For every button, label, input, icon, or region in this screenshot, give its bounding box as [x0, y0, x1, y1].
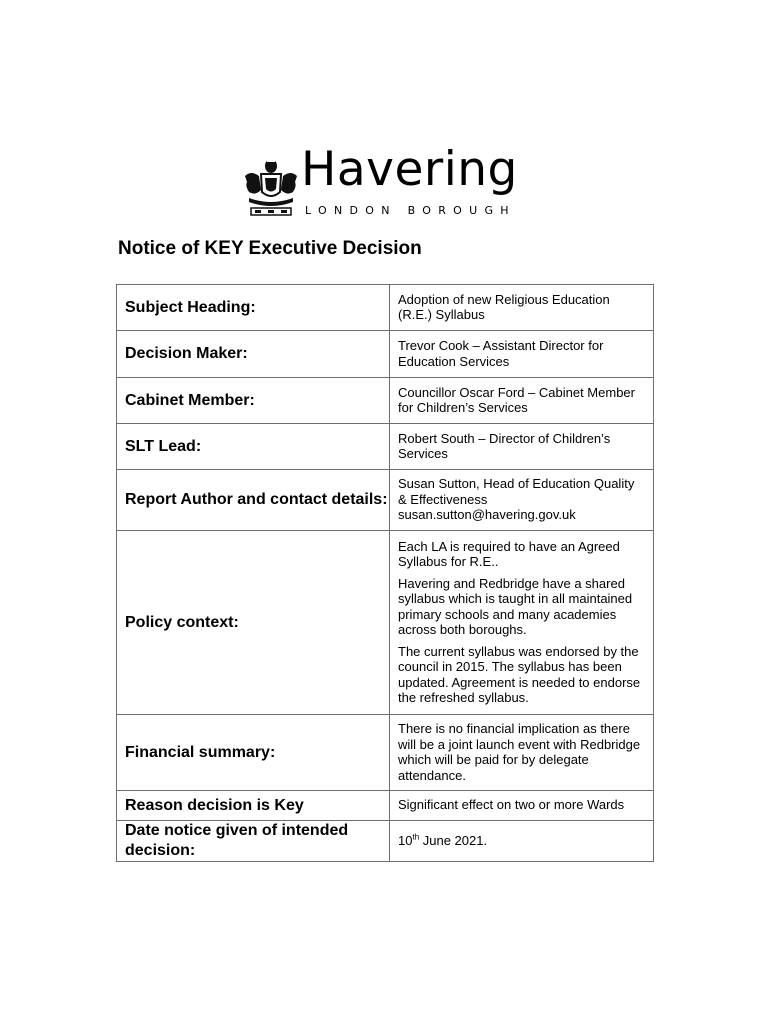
- havering-logo: [243, 142, 533, 222]
- date-notice-label: Date notice given of intended decision:: [117, 821, 390, 862]
- report-author-value: Susan Sutton, Head of Education Quality & Effectiveness susan.sutton@havering.gov.uk: [390, 470, 654, 531]
- table-row: [117, 331, 654, 378]
- cabinet-member-label: Cabinet Member:: [117, 378, 390, 424]
- table-row: [117, 285, 654, 331]
- slt-lead-label: SLT Lead:: [117, 424, 390, 470]
- borough-crest-icon: [243, 156, 299, 218]
- subject-heading-label: Subject Heading:: [117, 285, 390, 331]
- financial-summary-label: Financial summary:: [117, 715, 390, 791]
- reason-key-label: Reason decision is Key: [117, 791, 390, 821]
- decision-maker-value: Trevor Cook – Assistant Director for Education Services: [390, 331, 654, 378]
- policy-context-label: Policy context:: [117, 531, 390, 715]
- cabinet-member-value: Councillor Oscar Ford – Cabinet Member for Children’s Services: [390, 378, 654, 424]
- reason-key-value: Significant effect on two or more Wards: [390, 791, 654, 821]
- page-title: Notice of KEY Executive Decision: [118, 238, 422, 259]
- table-row: [117, 821, 654, 862]
- table-row: [117, 791, 654, 821]
- table-row: [117, 715, 654, 791]
- financial-summary-value: There is no financial implication as there will be a joint launch event with Redbridge which will be paid for by delegate attendance.: [390, 715, 654, 791]
- table-row: [117, 470, 654, 531]
- policy-context-value: Each LA is required to have an Agreed Syllabus for R.E.. Havering and Redbridge have a shared syllabus which is taught in all maintained primary schools and many academies across both boroughs. The current syllabus was endorsed by the council in 2015. The syllabus has been updated. Agreement is needed to endorse the refreshed syllabus.: [390, 531, 654, 715]
- decision-table: [116, 284, 654, 862]
- logo-wordmark: Havering: [301, 142, 518, 197]
- report-author-label: Report Author and contact details:: [117, 470, 390, 531]
- table-row: [117, 531, 654, 715]
- date-notice-value: 10th June 2021.: [390, 821, 654, 862]
- logo-subtitle: LONDON BOROUGH: [305, 204, 516, 217]
- author-email: susan.sutton@havering.gov.uk: [398, 507, 576, 523]
- subject-heading-value: Adoption of new Religious Education (R.E.) Syllabus: [390, 285, 654, 331]
- table-row: [117, 424, 654, 470]
- slt-lead-value: Robert South – Director of Children’s Services: [390, 424, 654, 470]
- decision-maker-label: Decision Maker:: [117, 331, 390, 378]
- table-row: [117, 378, 654, 424]
